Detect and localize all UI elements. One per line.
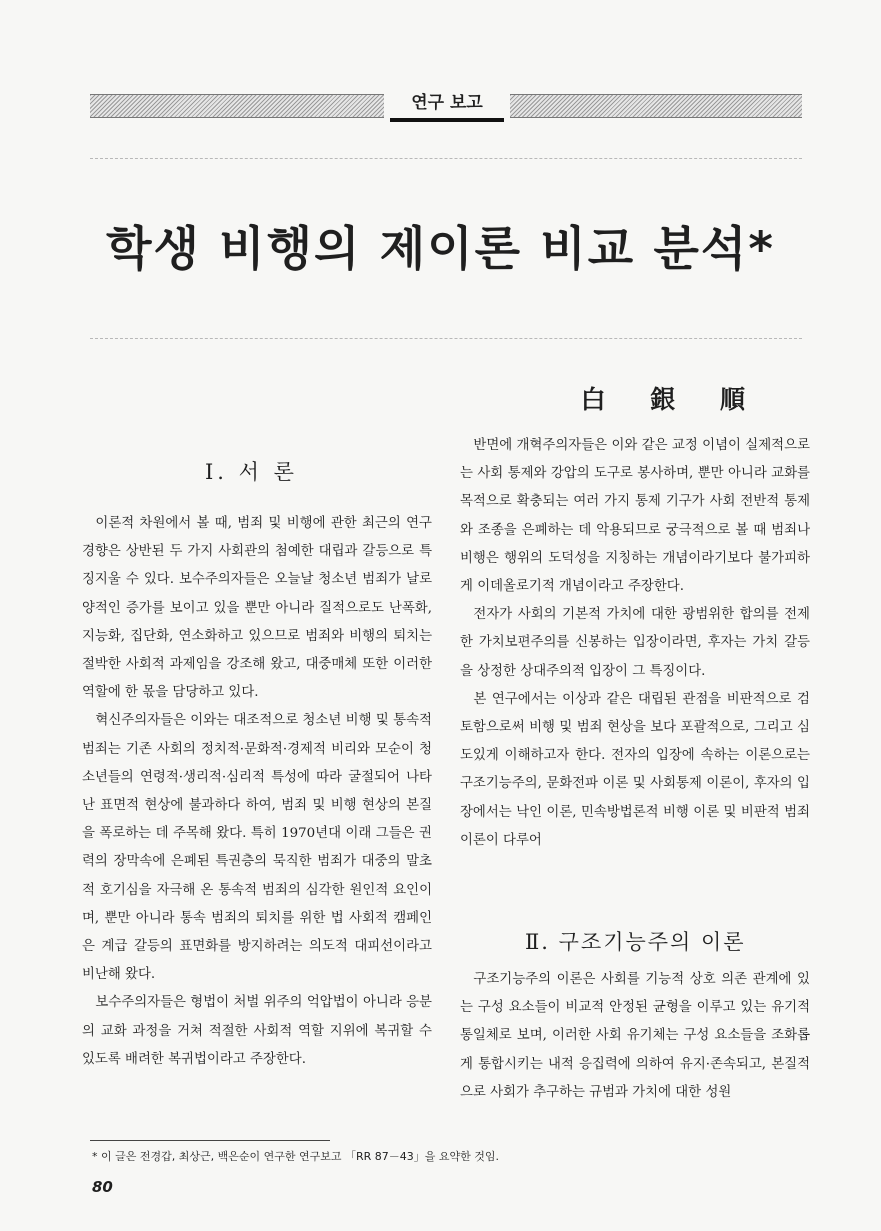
left-column [82, 510, 432, 1074]
article-title: 학생 비행의 제이론 비교 분석* [106, 222, 775, 277]
right-column [460, 432, 810, 855]
right-column-section2 [460, 966, 810, 1107]
paragraph: 구조기능주의 이론은 사회를 기능적 상호 의존 관계에 있는 구성 요소들이 비교적 안정된 균형을 이루고 있는 유기적 통일체로 보며, 이러한 사회 유기체는 구성 요소들을 조화롭게 통합시키는 내적 응집력에 의하여 유지·존속되고, 본질적으로 사회가 추구하는 규범과 가치에 대한 성원 [460, 972, 810, 1100]
paragraph: 전자가 사회의 기본적 가치에 대한 광범위한 합의를 전제한 가치보편주의를 신봉하는 입장이라면, 후자는 가치 갈등을 상정한 상대주의적 입장이 그 특징이다. [460, 607, 810, 679]
paragraph: 본 연구에서는 이상과 같은 대립된 관점을 비판적으로 검토함으로써 비행 및 범죄 현상을 보다 포괄적으로, 그리고 심도있게 이해하고자 한다. 전자의 입장에 속하는 이론으로는 구조기능주의, 문화전파 이론 및 사회통제 이론이, 후자의 입장에서는 낙인 이론, 민속방법론적 비행 이론 및 비판적 범죄 이론이 다루어 [460, 691, 810, 848]
paragraph: 반면에 개혁주의자들은 이와 같은 교정 이념이 실제적으로는 사회 통제와 강압의 도구로 봉사하며, 뿐만 아니라 교화를 목적으로 확충되는 여러 가지 통제 기구가 사회 전반적 통제와 조종을 은폐하는 데 악용되므로 궁극적으로 볼 때 범죄나 비행은 행위의 도덕성을 지칭하는 개념이라기보다 불가피하게 이데올로기적 개념이라고 주장한다. [460, 438, 810, 595]
section-heading-structural-functionalism: Ⅱ. 구조기능주의 이론 [525, 930, 746, 954]
divider-bottom [90, 338, 802, 339]
footnote-rule [90, 1140, 330, 1141]
author-name: 白 銀 順 [580, 385, 763, 414]
section-heading-introduction: Ⅰ. 서 론 [205, 460, 298, 484]
section-category-label: 연구 보고 [384, 86, 510, 122]
divider-top [90, 158, 802, 159]
paragraph: 혁신주의자들은 이와는 대조적으로 청소년 비행 및 통속적 범죄는 기존 사회의 정치적·문화적·경제적 비리와 모순이 청소년들의 연령적·생리적·심리적 특성에 따라 굴절되어 나타난 표면적 현상에 불과하다 하여, 범죄 및 비행 현상의 본질을 폭로하는 데 주목해 왔다. 특히 1970년대 이래 그들은 권력의 장막속에 은폐된 특권층의 묵직한 범죄가 대중의 말초적 호기심을 자극해 온 통속적 범죄의 심각한 원인적 요인이며, 뿐만 아니라 통속 범죄의 퇴치를 위한 법 사회적 캠페인은 계급 갈등의 표면화를 방지하려는 의도적 대피선이라고 비난해 왔다. [82, 713, 432, 983]
footnote: * 이 글은 전경갑, 최상근, 백은순이 연구한 연구보고 「RR 87－43」을 요약한 것임. [92, 1150, 500, 1163]
paragraph: 이론적 차원에서 볼 때, 범죄 및 비행에 관한 최근의 연구 경향은 상반된 두 가지 사회관의 첨예한 대립과 갈등으로 특징지울 수 있다. 보수주의자들은 오늘날 청소년 범죄가 날로 양적인 증가를 보이고 있을 뿐만 아니라 질적으로도 난폭화, 지능화, 집단화, 연소화하고 있으므로 범죄와 비행의 퇴치는 절박한 사회적 과제임을 강조해 왔고, 대중매체 또한 이러한 역할에 한 몫을 담당하고 있다. [82, 516, 432, 701]
paragraph: 보수주의자들은 형법이 처벌 위주의 억압법이 아니라 응분의 교화 과정을 거쳐 적절한 사회적 역할 지위에 복귀할 수 있도록 배려한 복귀법이라고 주장한다. [82, 995, 432, 1067]
page-number: 80 [92, 1178, 113, 1196]
